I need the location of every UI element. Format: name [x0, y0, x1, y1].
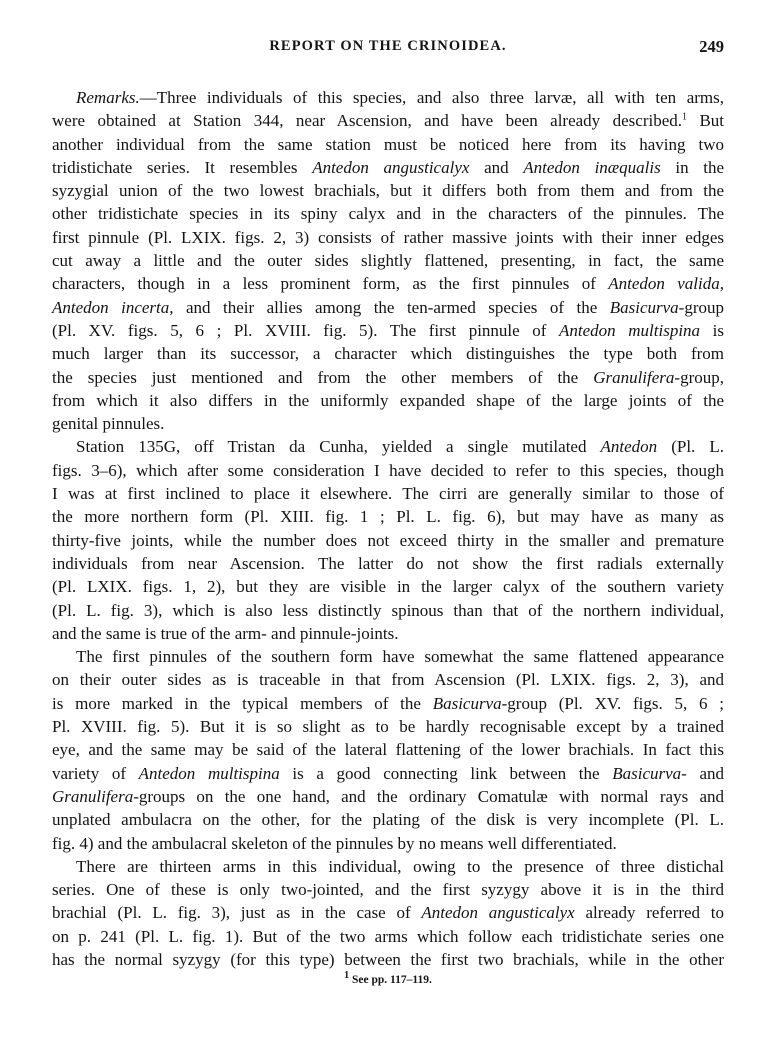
text-line: [52, 272, 724, 295]
running-title: REPORT ON THE CRINOIDEA.: [269, 38, 507, 54]
italic-segment: Antedon: [600, 437, 658, 457]
footnote-text: See pp. 117–119.: [351, 974, 432, 986]
text-line: [52, 878, 724, 901]
text-segment: characters, though in a less prominent form, as the first pinnules of: [52, 274, 609, 294]
text-segment: (Pl. L.: [657, 437, 724, 457]
text-line: [52, 738, 724, 761]
text-line: [52, 249, 724, 272]
text-segment: figs. 3–6), which after some consideration I have decided to refer to this species, though: [52, 460, 724, 480]
text-segment: genital pinnules.: [52, 414, 165, 434]
text-segment: from which it also differs in the uniformly expanded shape of the large joints of the: [52, 390, 724, 410]
text-line: [52, 366, 724, 389]
page-number: 249: [699, 37, 724, 56]
text-segment: on their outer sides as is traceable in that from Ascension (Pl. LXIX. figs. 2, 3), and: [52, 670, 724, 690]
text-segment: (Pl. XV. figs. 5, 6 ; Pl. XVIII. fig. 5). The first pinnule of: [52, 320, 560, 340]
text-segment: tridistichate series. It resembles: [52, 157, 313, 177]
italic-segment: Antedon inæqualis: [523, 157, 661, 177]
text-segment: syzygial union of the two lowest brachials, but it differs both from them and from the: [52, 181, 724, 201]
text-line: [52, 785, 724, 808]
text-segment: on p. 241 (Pl. L. fig. 1). But of the two arms which follow each tridistichate series one: [52, 926, 724, 946]
italic-segment: Granulifera: [52, 786, 134, 806]
text-line: [52, 109, 724, 132]
italic-segment: Antedon angusticalyx: [312, 157, 470, 177]
text-segment: another individual from the same station must be noticed here from its having two: [52, 134, 724, 154]
text-segment: -group (Pl. XV. figs. 5, 6 ;: [501, 693, 724, 713]
text-line: [52, 389, 724, 412]
text-segment: and the same is true of the arm- and pinnule-joints.: [52, 623, 399, 643]
text-segment: variety of: [52, 763, 139, 783]
italic-segment: Antedon multispina: [559, 320, 701, 340]
text-line: [52, 342, 724, 365]
italic-segment: Antedon multispina: [138, 763, 280, 783]
text-line: [52, 226, 724, 249]
text-line: [52, 482, 724, 505]
text-segment: - and: [681, 763, 725, 783]
text-line: [52, 412, 724, 435]
paragraph: [52, 855, 724, 971]
text-segment: fig. 4) and the ambulacral skeleton of the pinnules by no means well differentiated.: [52, 833, 617, 853]
paragraph: [52, 435, 724, 645]
text-line: [52, 832, 724, 855]
text-line: [52, 319, 724, 342]
text-segment: (Pl. L. fig. 3), which is also less distinctly spinous than that of the northern individual,: [52, 600, 724, 620]
text-segment: (Pl. LXIX. figs. 1, 2), but they are visible in the larger calyx of the southern variety: [52, 577, 724, 597]
text-line: [52, 86, 724, 109]
body-text: [52, 86, 724, 971]
italic-segment: Basicurva: [432, 693, 502, 713]
text-segment: cut away a little and the outer sides slightly flattened, presenting, in fact, the same: [52, 251, 724, 271]
text-segment: the more northern form (Pl. XIII. fig. 1 ; Pl. L. fig. 6), but may have as many as: [52, 507, 724, 527]
text-line: [52, 855, 724, 878]
text-segment: unplated ambulacra on the other, for the plating of the disk is very incomplete (Pl. L.: [52, 810, 724, 830]
italic-segment: Basicurva: [612, 763, 682, 783]
text-line: [52, 552, 724, 575]
text-segment: I was at first inclined to place it elsewhere. The cirri are generally similar to those of: [52, 484, 724, 504]
text-line: [52, 599, 724, 622]
text-segment: individuals from near Ascension. The latter do not show the first radials externally: [52, 553, 724, 573]
text-line: [52, 296, 724, 319]
italic-segment: Antedon valida,: [608, 274, 724, 294]
paragraph: [52, 86, 724, 435]
text-segment: The first pinnules of the southern form have somewhat the same flattened appearance: [76, 647, 724, 667]
text-line: [52, 901, 724, 924]
footnote-marker: 1: [344, 970, 350, 982]
text-segment: thirty-five joints, while the number does not exceed thirty in the smaller and premature: [52, 530, 724, 550]
text-segment: the species just mentioned and from the other members of the: [52, 367, 594, 387]
text-segment: is: [700, 320, 724, 340]
text-segment: and: [469, 157, 524, 177]
text-segment: -group,: [674, 367, 724, 387]
text-segment: brachial (Pl. L. fig. 3), just as in the case of: [52, 903, 422, 923]
footnote-reference: 1: [682, 111, 688, 123]
footnote: [0, 970, 776, 986]
text-segment: Pl. XVIII. fig. 5). But it is so slight as to be hardly recognisable except by a trained: [52, 717, 724, 737]
running-header: [52, 38, 724, 62]
text-line: [52, 505, 724, 528]
italic-segment: Basicurva: [609, 297, 679, 317]
text-segment: Station 135G, off Tristan da Cunha, yielded a single mutilated: [76, 437, 601, 457]
text-line: [52, 529, 724, 552]
text-segment: has the normal syzygy (for this type) between the first two brachials, while in the other: [52, 949, 724, 969]
text-line: [52, 948, 724, 971]
italic-segment: Antedon angusticalyx: [421, 903, 575, 923]
text-line: [52, 762, 724, 785]
text-line: [52, 692, 724, 715]
paragraph: [52, 645, 724, 855]
text-line: [52, 575, 724, 598]
text-line: [52, 808, 724, 831]
text-line: [52, 645, 724, 668]
text-line: [52, 156, 724, 179]
text-segment: were obtained at Station 344, near Ascension, and have been already described.: [52, 111, 683, 131]
text-segment: is a good connecting link between the: [279, 763, 613, 783]
text-segment: is more marked in the typical members of the: [52, 693, 433, 713]
text-line: [52, 622, 724, 645]
text-segment: There are thirteen arms in this individual, owing to the presence of three distichal: [76, 856, 724, 876]
text-line: [52, 715, 724, 738]
text-segment: first pinnule (Pl. LXIX. figs. 2, 3) consists of rather massive joints with their inner edges: [52, 227, 724, 247]
text-segment: other tridistichate species in its spiny calyx and in the characters of the pinnules. The: [52, 204, 724, 224]
text-segment: But: [687, 111, 725, 131]
italic-segment: Antedon incerta,: [52, 297, 174, 317]
text-segment: in the: [660, 157, 725, 177]
text-line: [52, 459, 724, 482]
text-segment: —Three individuals of this species, and also three larvæ, all with ten arms,: [139, 88, 724, 107]
text-line: [52, 925, 724, 948]
text-line: [52, 179, 724, 202]
text-line: [52, 133, 724, 156]
text-segment: series. One of these is only two-jointed, and the first syzygy above it is in the third: [52, 880, 724, 900]
text-segment: already referred to: [574, 903, 724, 923]
italic-segment: Remarks.: [76, 88, 140, 107]
text-line: [52, 202, 724, 225]
text-segment: eye, and the same may be said of the lateral flattening of the lower brachials. In fact this: [52, 740, 724, 760]
text-segment: -groups on the one hand, and the ordinary Comatulæ with normal rays and: [133, 786, 724, 806]
text-segment: and their allies among the ten-armed species of the: [173, 297, 610, 317]
text-line: [52, 435, 724, 458]
text-segment: much larger than its successor, a character which distinguishes the type both from: [52, 344, 724, 364]
text-segment: -group: [678, 297, 724, 317]
italic-segment: Granulifera: [593, 367, 675, 387]
text-line: [52, 668, 724, 691]
